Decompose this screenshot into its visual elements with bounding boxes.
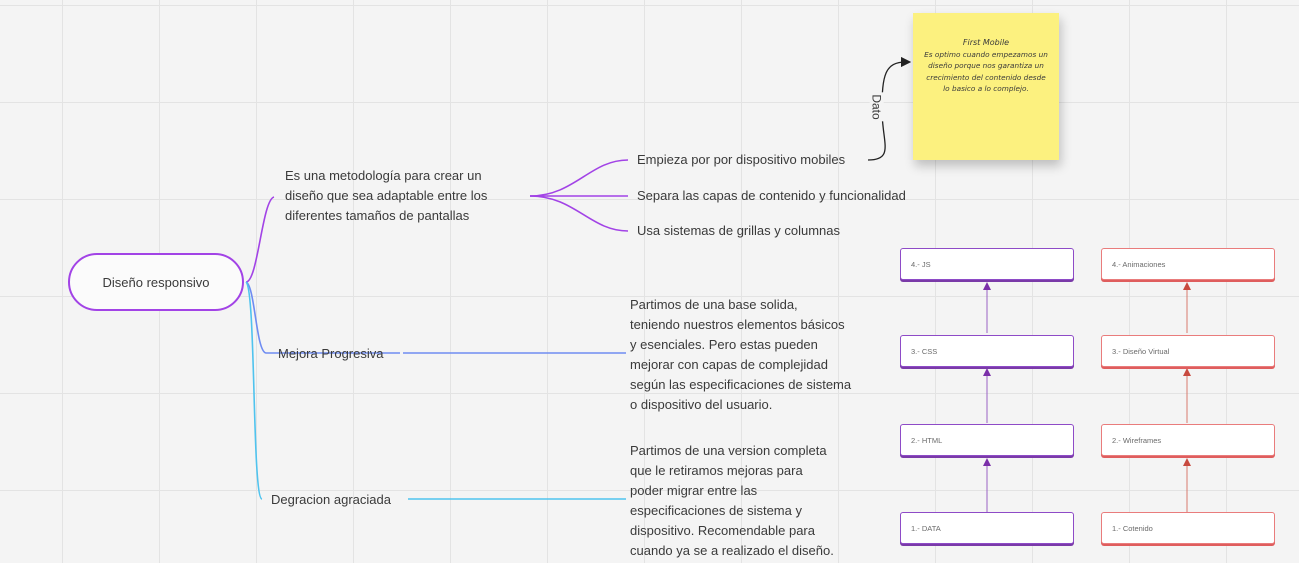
progressive-description[interactable]: Partimos de una base solida, teniendo nuestros elementos básicos y esenciales. Pero estas pueden mejorar con capas de complejidad según las especificaciones de sistema o dispositivo del usuario.: [630, 297, 852, 412]
design-box-4[interactable]: 4.- Animaciones: [1101, 248, 1275, 280]
progressive-node[interactable]: Mejora Progresiva: [278, 346, 384, 361]
design-box-1[interactable]: 1.- Cotenido: [1101, 512, 1275, 544]
root-node[interactable]: Diseño responsivo: [68, 253, 244, 311]
definition-child-2[interactable]: Separa las capas de contenido y funcionalidad: [637, 188, 906, 203]
edge-definition-child-3: [530, 196, 628, 231]
definition-child-3[interactable]: Usa sistemas de grillas y columnas: [637, 223, 841, 238]
design-box-2[interactable]: 2.- Wireframes: [1101, 424, 1275, 456]
edge-root-graceful: [246, 282, 262, 499]
dato-connector-label: Dato: [869, 94, 884, 120]
sticky-title: First Mobile: [962, 38, 1010, 47]
graceful-node[interactable]: Degracion agraciada: [271, 492, 391, 507]
design-box-3[interactable]: 3.- Diseño Virtual: [1101, 335, 1275, 367]
tech-box-2[interactable]: 2.- HTML: [900, 424, 1074, 456]
sticky-body: Es optimo cuando empezamos un diseño porque nos garantiza un crecimiento del contenido desde lo basico a lo complejo.: [924, 49, 1048, 94]
edge-root-progressive: [246, 282, 400, 353]
definition-child-1[interactable]: Empieza por por dispositivo mobiles: [637, 152, 846, 167]
tech-box-4[interactable]: 4.- JS: [900, 248, 1074, 280]
tech-box-1[interactable]: 1.- DATA: [900, 512, 1074, 544]
sticky-note-first-mobile[interactable]: [913, 13, 1059, 160]
edge-root-definition: [246, 197, 274, 282]
graceful-description[interactable]: Partimos de una version completa que le retiramos mejoras para poder migrar entre las especificaciones de sistema y dispositivo. Recomendable para cuando ya se a realizado el diseño.: [630, 443, 834, 558]
edge-definition-child-1: [530, 160, 628, 196]
definition-node[interactable]: Es una metodología para crear un diseño que sea adaptable entre los diferentes tamaños de pantallas: [285, 168, 488, 223]
tech-box-3[interactable]: 3.- CSS: [900, 335, 1074, 367]
